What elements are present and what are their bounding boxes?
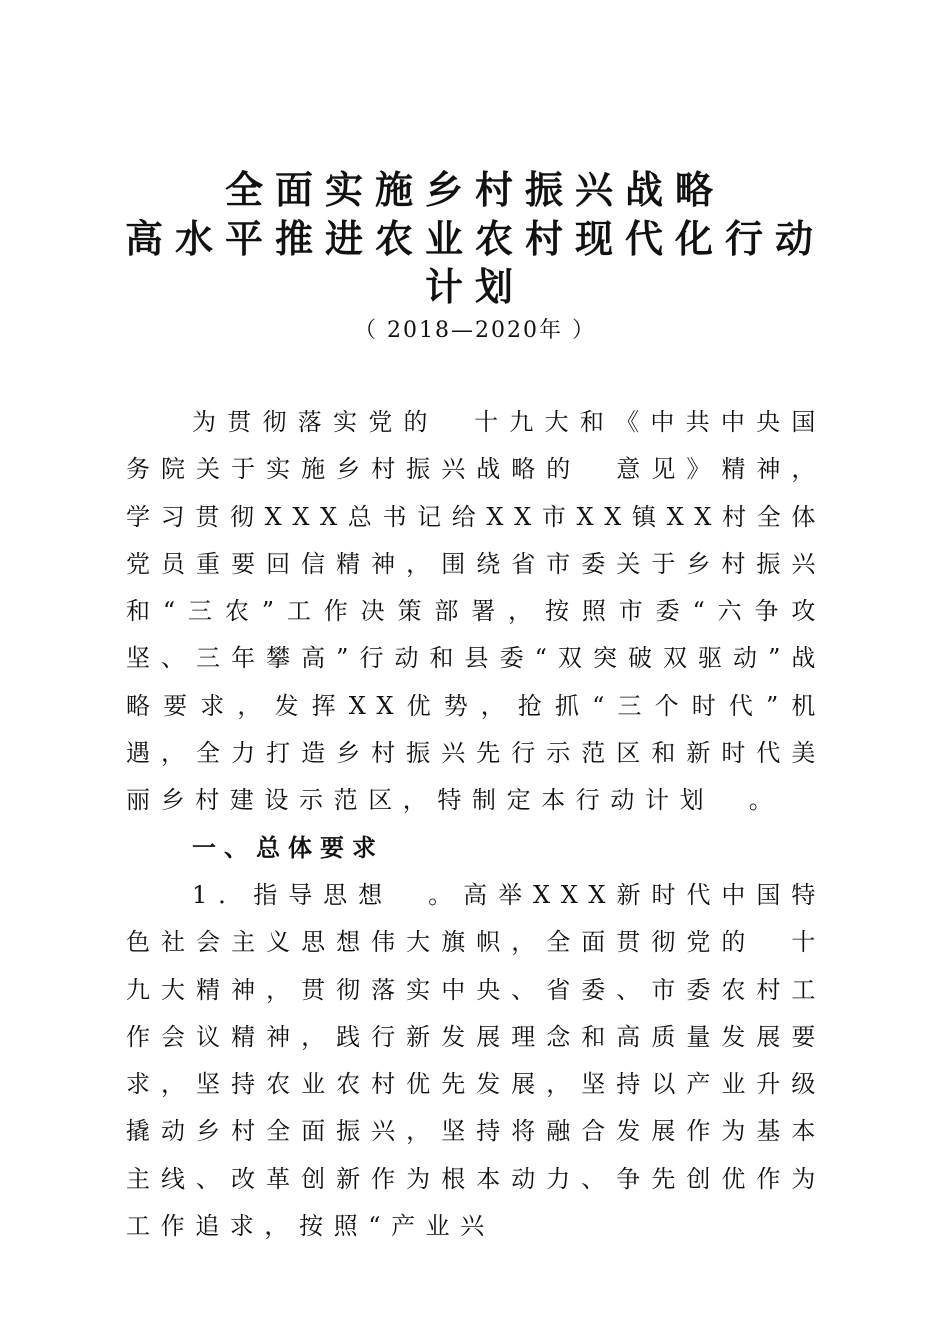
document-title-line-1: 全面实施乡村振兴战略 — [224, 168, 725, 212]
document-subtitle-period: （ 2018—2020年 ） — [354, 318, 596, 343]
intro-paragraph: 为贯彻落实党的 十九大和《中共中央国务院关于实施乡村振兴战略的 意见》精神，学习贯彻XXX总书记给XX市XX镇XX村全体党员重要回信精神，围绕省市委关于乡村振兴和“三农”工作决策部署，按照市委“六争攻坚、三年攀高”行动和县委“双突破双驱动”战略要求，发挥XX优势，抢抓“三个时代”机遇，全力打造乡村振兴先行示范区和新时代美丽乡村建设示范区，特制定本行动计划 。 — [126, 408, 826, 815]
document-title-line-3: 计划 — [424, 265, 525, 309]
guiding-ideology-paragraph: 1．指导思想 。高举XXX新时代中国特色社会主义思想伟大旗帜，全面贯彻党的 十九大精神，贯彻落实中央、省委、市委农村工作会议精神，践行新发展理念和高质量发展要求，坚持农业农村优先发展，坚持以产业升级撬动乡村全面振兴，坚持将融合发展作为基本主线、改革创新作为根本动力、争先创优作为工作追求，按照“产业兴 — [126, 880, 826, 1241]
document-title-line-2: 高水平推进农业农村现代化行动 — [124, 217, 825, 261]
section-heading-general-requirements: 一、总体要求 — [192, 833, 384, 862]
document-body — [126, 399, 826, 1250]
